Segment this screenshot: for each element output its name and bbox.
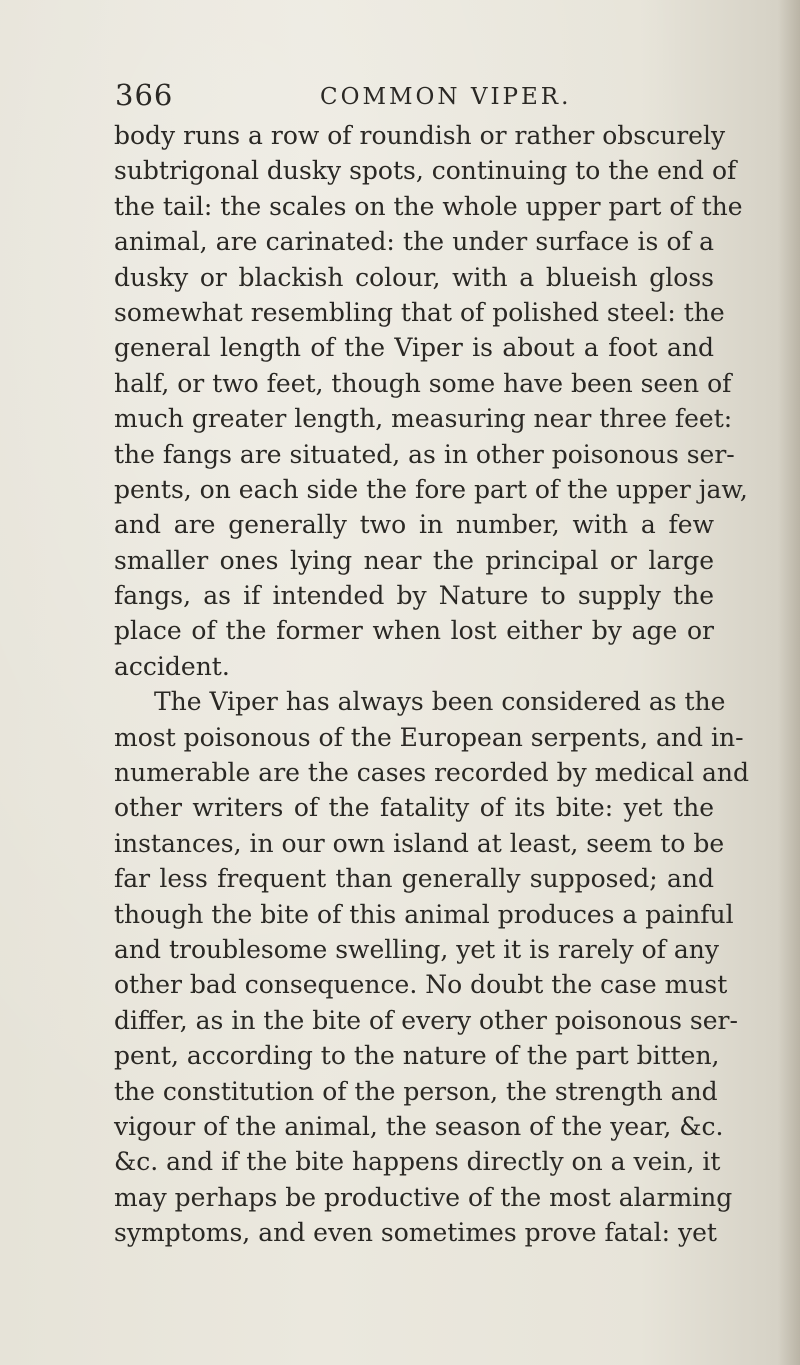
text-line: body runs a row of roundish or rather obscurely — [114, 121, 726, 150]
text-line: may perhaps be productive of the most alarming — [114, 1182, 733, 1212]
text-line: though the bite of this animal produces a painful — [114, 899, 734, 929]
running-title: COMMON VIPER. — [320, 84, 572, 110]
text-line: place of the former when lost either by age or — [114, 616, 714, 646]
text-line: instances, in our own island at least, seem to be — [114, 828, 725, 858]
text-line: half, or two feet, though some have been seen of — [114, 368, 732, 398]
text-line: other bad consequence. No doubt the case must — [114, 970, 728, 1000]
text-line: the tail: the scales on the whole upper part of the — [114, 191, 743, 221]
text-line: dusky or blackish colour, with a blueish gloss — [114, 262, 714, 292]
text-line: the fangs are situated, as in other poisonous ser- — [114, 439, 735, 469]
text-line: the constitution of the person, the strength and — [114, 1076, 718, 1106]
text-line: numerable are the cases recorded by medical and — [114, 758, 750, 788]
paragraph-start-line: The Viper has always been considered as the — [154, 687, 726, 717]
text-line: fangs, as if intended by Nature to supply the — [114, 581, 714, 611]
body-text — [114, 118, 750, 1251]
text-line: differ, as in the bite of every other poisonous ser- — [114, 1005, 738, 1035]
page-number: 366 — [115, 78, 174, 112]
text-line: symptoms, and even sometimes prove fatal: yet — [114, 1218, 717, 1248]
text-line: general length of the Viper is about a foot and — [114, 333, 714, 363]
text-line: and are generally two in number, with a few — [114, 510, 714, 540]
page-edge-shadow — [778, 0, 800, 1365]
text-line: and troublesome swelling, yet it is rarely of any — [114, 934, 719, 964]
text-line: &c. and if the bite happens directly on a vein, it — [114, 1147, 721, 1177]
text-line: accident. — [114, 651, 230, 681]
text-line: animal, are carinated: the under surface is of a — [114, 227, 714, 257]
text-line: most poisonous of the European serpents, and in- — [114, 722, 744, 752]
text-line: other writers of the fatality of its bite: yet the — [114, 793, 714, 823]
text-line: much greater length, measuring near three feet: — [114, 404, 733, 434]
text-line: pent, according to the nature of the part bitten, — [114, 1041, 720, 1071]
text-line: smaller ones lying near the principal or large — [114, 545, 714, 575]
text-line: vigour of the animal, the season of the year, &c. — [114, 1111, 724, 1141]
text-line: far less frequent than generally supposed; and — [114, 864, 714, 894]
running-head — [115, 78, 715, 118]
text-line: somewhat resembling that of polished steel: the — [114, 297, 725, 327]
text-line: pents, on each side the fore part of the upper jaw, — [114, 474, 748, 504]
text-line: subtrigonal dusky spots, continuing to the end of — [114, 156, 737, 186]
